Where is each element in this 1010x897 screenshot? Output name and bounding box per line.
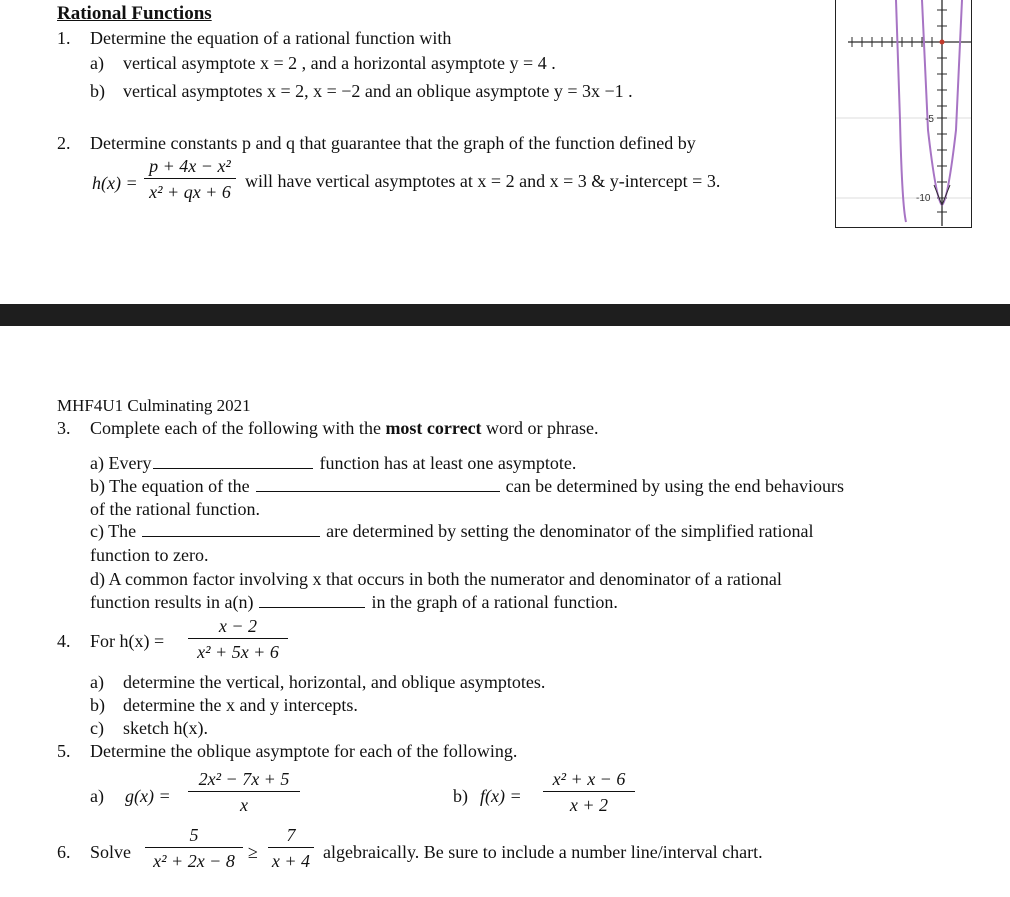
q1b-label: b) (90, 81, 105, 101)
q3d-blank[interactable] (259, 593, 365, 608)
course-header: MHF4U1 Culminating 2021 (57, 396, 251, 415)
q6-left-numerator: 5 (189, 825, 199, 845)
q6-word: Solve (90, 842, 132, 862)
q5-text: Determine the oblique asymptote for each of the following. (90, 741, 518, 761)
q3d-line1: d) A common factor involving x that occurs in both the numerator and denominator of a rational (90, 569, 782, 589)
q6-left-denominator: x² + 2x − 8 (153, 851, 235, 871)
q6-inequality: ≥ (248, 842, 258, 862)
q4a-label: a) (90, 672, 104, 692)
q2-fraction (144, 157, 236, 201)
q4a-text: determine the vertical, horizontal, and oblique asymptotes. (123, 672, 546, 692)
q1-text: Determine the equation of a rational function with (90, 28, 452, 48)
q6-tail: algebraically. Be sure to include a number line/interval chart. (323, 842, 763, 862)
q1b-text: vertical asymptotes x = 2, x = −2 and an oblique asymptote y = 3x −1 . (123, 81, 633, 101)
q6-right-fraction (268, 826, 314, 870)
q4-denominator: x² + 5x + 6 (197, 642, 279, 662)
graph-label-minus5: -5 (925, 114, 934, 125)
q2-lhs: h(x) = (92, 173, 138, 193)
q4-fraction (188, 617, 288, 661)
q5b-label: b) (453, 786, 468, 806)
q3b-blank[interactable] (256, 477, 500, 492)
q3a-blank[interactable] (153, 454, 313, 469)
q2-tail: will have vertical asymptotes at x = 2 and x = 3 & y-intercept = 3. (245, 171, 721, 191)
q4b-label: b) (90, 695, 105, 715)
q5b-numerator: x² + x − 6 (552, 769, 626, 789)
q5a-denominator: x (240, 795, 248, 815)
q4-number: 4. (57, 631, 71, 651)
q6-right-denominator: x + 4 (271, 851, 311, 871)
graph-plot (836, 0, 972, 228)
q3c-blank[interactable] (142, 522, 320, 537)
q5b-lhs: f(x) = (480, 786, 522, 806)
q6-number: 6. (57, 842, 71, 862)
q3-number: 3. (57, 418, 71, 438)
q5b-denominator: x + 2 (569, 795, 609, 815)
q5-number: 5. (57, 741, 71, 761)
q5a-lhs: g(x) = (125, 786, 171, 806)
q2-text: Determine constants p and q that guarantee that the graph of the function defined by (90, 133, 696, 153)
graph-origin-point (940, 40, 945, 45)
q6-right-numerator: 7 (286, 825, 296, 845)
q3b-line2: of the rational function. (90, 499, 260, 519)
q3c-line2: function to zero. (90, 545, 209, 565)
q2-denominator: x² + qx + 6 (149, 182, 231, 202)
q4-numerator: x − 2 (218, 616, 258, 636)
q3c-line: c) The are determined by setting the denominator of the simplified rational (90, 521, 814, 541)
section-divider (0, 304, 1010, 326)
q3-intro: Complete each of the following with the most correct word or phrase. (90, 418, 599, 438)
q1a-text: vertical asymptote x = 2 , and a horizontal asymptote y = 4 . (123, 53, 556, 73)
graph-thumbnail (835, 0, 972, 228)
q2-numerator: p + 4x − x² (149, 156, 231, 176)
q4c-text: sketch h(x). (123, 718, 208, 738)
q3b-line: b) The equation of the can be determined by using the end behaviours (90, 476, 845, 496)
q3a-line: a) Every function has at least one asymptote. (90, 453, 577, 473)
q5a-numerator: 2x² − 7x + 5 (198, 769, 290, 789)
q2-number: 2. (57, 133, 71, 153)
q6-left-fraction (145, 826, 243, 870)
q1a-label: a) (90, 53, 104, 73)
graph-curve-left (896, 0, 906, 222)
q4b-text: determine the x and y intercepts. (123, 695, 358, 715)
q4-lhs: For h(x) = (90, 631, 165, 651)
q3d-line2: function results in a(n) in the graph of a rational function. (90, 592, 618, 612)
graph-label-minus10: -10 (916, 193, 931, 204)
q5a-label: a) (90, 786, 104, 806)
page-title: Rational Functions (57, 3, 212, 24)
q5b-fraction (543, 770, 635, 814)
q5a-fraction (188, 770, 300, 814)
q1-number: 1. (57, 28, 71, 48)
q4c-label: c) (90, 718, 104, 738)
